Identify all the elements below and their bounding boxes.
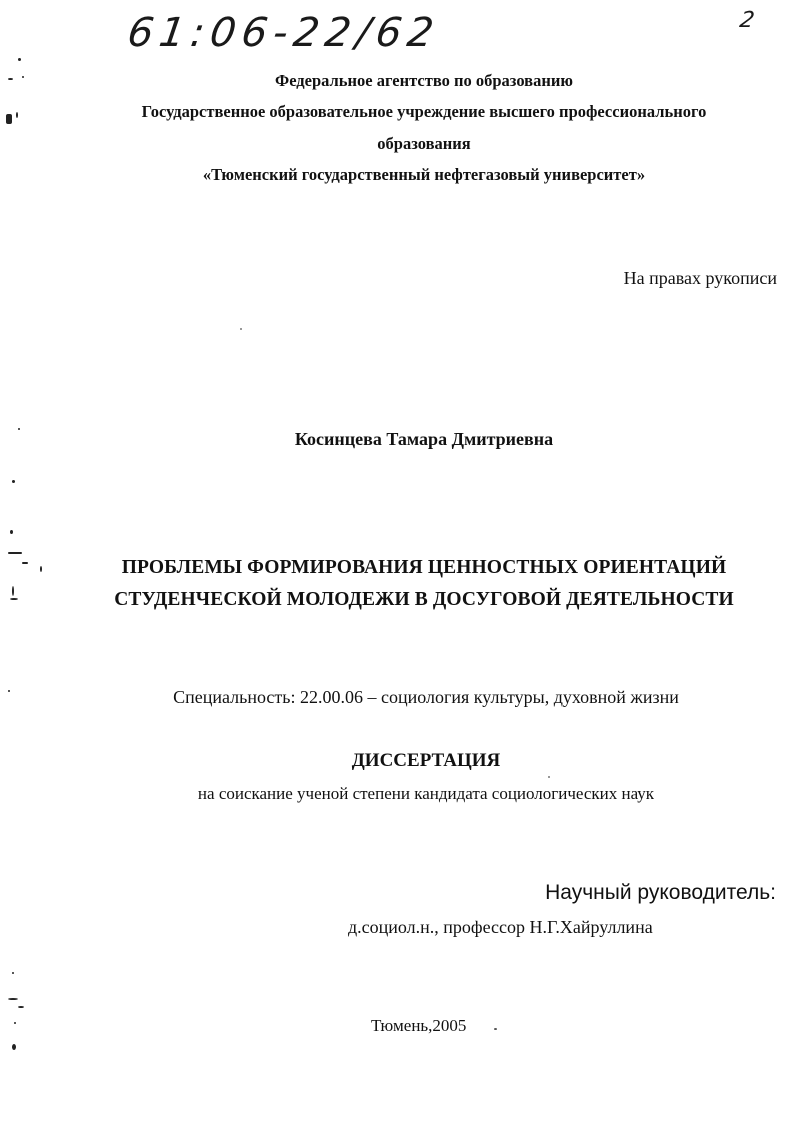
agency-name: Федеральное агентство по образованию [275,71,573,90]
scan-speck [8,690,10,692]
scan-speck [240,328,242,330]
handwritten-archive-code: 61:06-22/62 [124,10,443,56]
supervisor-name: д.социол.н., профессор Н.Г.Хайруллина [348,917,653,937]
degree-line: на соискание ученой степени кандидата социологических наук [197,784,655,803]
scan-speck [18,428,20,430]
scan-speck [494,1028,497,1030]
institution-line-1: Государственное образовательное учреждение высшего профессионального [141,102,707,121]
manuscript-rights-note: На правах рукописи [623,268,777,288]
university-name: «Тюменский государственный нефтегазовый университет» [202,165,646,184]
scan-speck [22,562,28,564]
scan-speck [10,598,18,600]
scan-speck [14,1022,16,1024]
dissertation-title-line-1: ПРОБЛЕМЫ ФОРМИРОВАНИЯ ЦЕННОСТНЫХ ОРИЕНТАЦИЙ [121,557,727,578]
place-and-year: Тюмень,2005 [371,1016,467,1035]
scan-speck [10,530,13,534]
scan-speck [8,552,22,554]
scan-speck [18,58,21,61]
scan-speck [12,480,15,483]
specialty-line: Специальность: 22.00.06 – социология культуры, духовной жизни [173,687,679,707]
scan-speck [18,1006,24,1008]
scan-speck [12,1044,16,1050]
scan-speck [40,566,42,572]
scan-speck [8,78,13,80]
scan-speck [12,586,14,596]
scan-speck [6,114,12,124]
scan-speck [548,776,550,778]
supervisor-title: Научный руководитель: [545,881,776,904]
scan-speck [8,998,18,1000]
scan-speck [12,972,14,974]
scan-speck [22,76,24,78]
institution-line-2: образования [377,134,471,153]
author-name: Косинцева Тамара Дмитриевна [294,429,554,449]
dissertation-label: ДИССЕРТАЦИЯ [351,750,501,771]
dissertation-title-line-2: СТУДЕНЧЕСКОЙ МОЛОДЕЖИ В ДОСУГОВОЙ ДЕЯТЕЛЬНОСТИ [114,589,734,610]
scan-speck [16,112,18,118]
handwritten-page-number: 2 [737,8,757,33]
